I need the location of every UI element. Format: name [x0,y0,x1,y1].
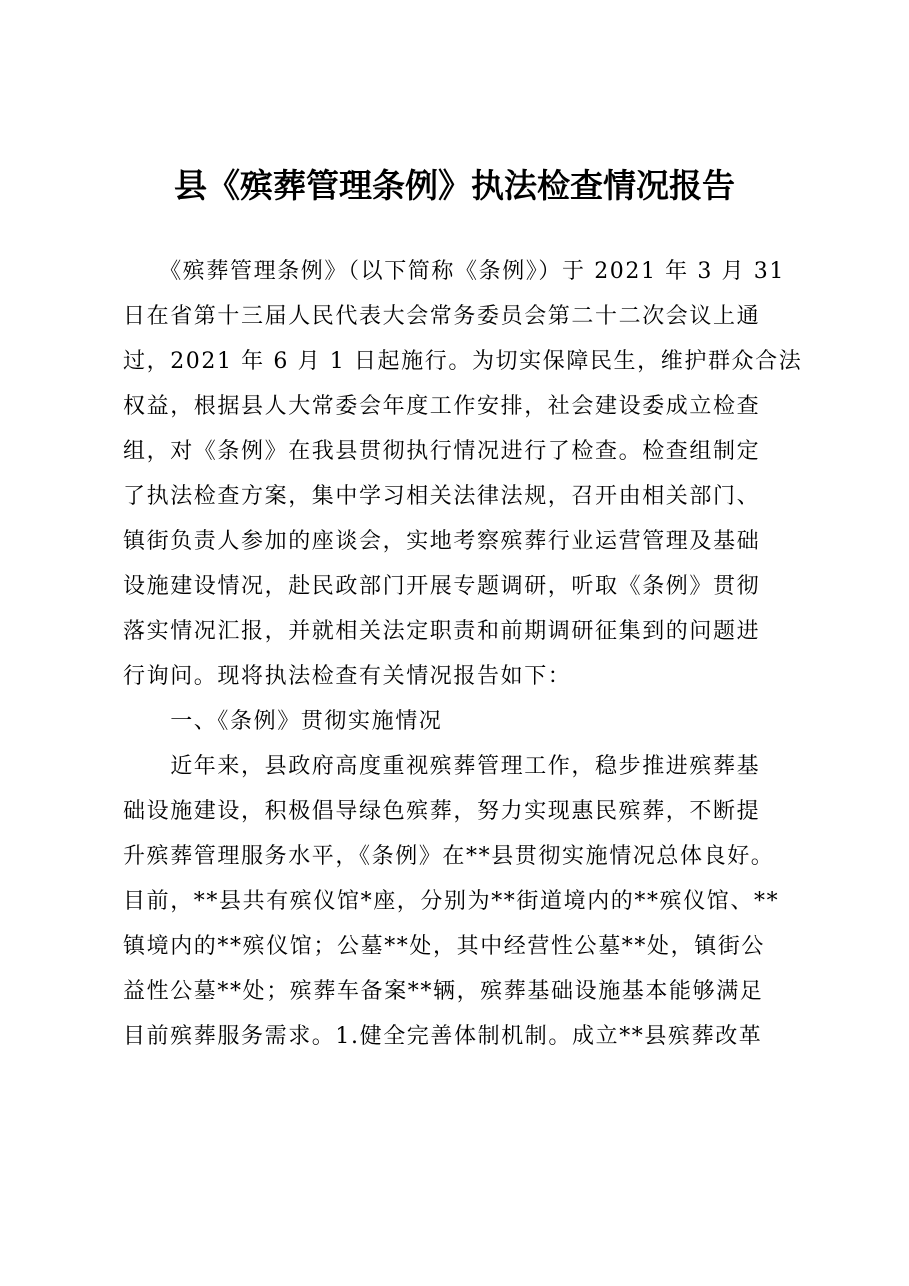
body-line: 镇境内的**殡仪馆；公墓**处，其中经营性公墓**处，镇街公 [123,934,766,959]
body-line: 镇街负责人参加的座谈会，实地考察殡葬行业运营管理及基础 [123,529,761,554]
body-line: 行询问。现将执法检查有关情况报告如下： [123,664,572,689]
body-line: 目前，**县共有殡仪馆*座，分别为**街道境内的**殡仪馆、** [123,889,780,914]
body-line: 组，对《条例》在我县贯彻执行情况进行了检查。检查组制定 [123,439,761,464]
body-line: 权益，根据县人大常委会年度工作安排，社会建设委成立检查 [123,394,761,419]
body-line: 近年来，县政府高度重视殡葬管理工作，稳步推进殡葬基 [123,754,761,779]
body-line: 日在省第十三届人民代表大会常务委员会第二十二次会议上通 [123,304,761,329]
body-line: 了执法检查方案，集中学习相关法律法规，召开由相关部门、 [123,484,761,509]
body-line: 设施建设情况，赴民政部门开展专题调研，听取《条例》贯彻 [123,574,761,599]
document-title: 县《殡葬管理条例》执法检查情况报告 [174,166,735,205]
body-line: 目前殡葬服务需求。1.健全完善体制机制。成立**县殡葬改革 [123,1024,763,1049]
section-heading: 一、《条例》贯彻实施情况 [123,709,443,734]
body-line: 升殡葬管理服务水平，《条例》在**县贯彻实施情况总体良好。 [123,844,775,869]
body-line: 《殡葬管理条例》（以下简称《条例》）于 2021 年 3 月 31 [123,259,785,284]
body-line: 益性公墓**处；殡葬车备案**辆，殡葬基础设施基本能够满足 [123,979,764,1004]
body-line: 过，2021 年 6 月 1 日起施行。为切实保障民生，维护群众合法 [123,349,803,374]
body-line: 础设施建设，积极倡导绿色殡葬，努力实现惠民殡葬，不断提 [123,799,761,824]
body-line: 落实情况汇报，并就相关法定职责和前期调研征集到的问题进 [123,619,761,644]
